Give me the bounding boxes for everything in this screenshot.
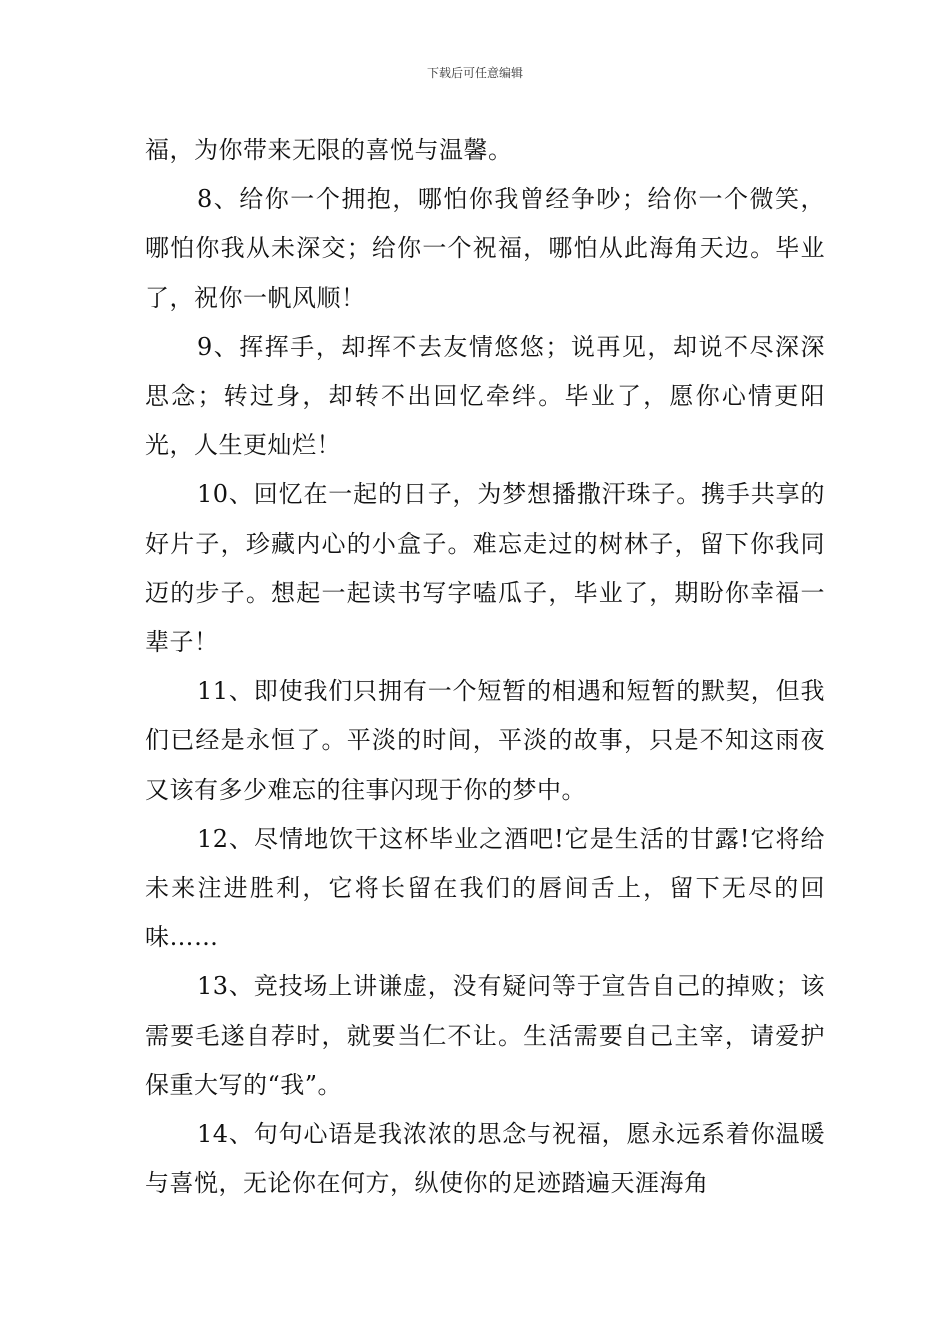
paragraph-11: 11、即使我们只拥有一个短暂的相遇和短暂的默契，但我们已经是永恒了。平淡的时间，平淡的故事，只是不知这雨夜又该有多少难忘的往事闪现于你的梦中。 bbox=[145, 677, 825, 804]
paragraph-9: 9、挥挥手，却挥不去友情悠悠；说再见，却说不尽深深思念；转过身，却转不出回忆牵绊。毕业了，愿你心情更阳光，人生更灿烂！ bbox=[145, 332, 825, 460]
paragraph-14: 14、句句心语是我浓浓的思念与祝福，愿永远系着你温暖与喜悦，无论你在何方，纵使你的足迹踏遍天涯海角 bbox=[145, 1120, 825, 1198]
paragraph-13: 13、竞技场上讲谦虚，没有疑问等于宣告自己的掉败；该需要毛遂自荐时，就要当仁不让。生活需要自己主宰，请爱护保重大写的“我”。 bbox=[145, 972, 825, 1099]
document-body bbox=[145, 126, 825, 1208]
paragraph-continuation: 福，为你带来无限的喜悦与温馨。 bbox=[145, 136, 513, 164]
paragraph-10: 10、回忆在一起的日子，为梦想播撒汗珠子。携手共享的好片子，珍藏内心的小盒子。难忘走过的树林子，留下你我同迈的步子。想起一起读书写字嗑瓜子，毕业了，期盼你幸福一辈子！ bbox=[145, 480, 825, 657]
paragraph-8: 8、给你一个拥抱，哪怕你我曾经争吵；给你一个微笑，哪怕你我从未深交；给你一个祝福，哪怕从此海角天边。毕业了，祝你一帆风顺！ bbox=[145, 185, 825, 312]
page-header: 下载后可任意编辑 bbox=[426, 66, 523, 80]
paragraph-12: 12、尽情地饮干这杯毕业之酒吧!它是生活的甘露!它将给未来注进胜利，它将长留在我们的唇间舌上，留下无尽的回味…… bbox=[145, 824, 825, 952]
